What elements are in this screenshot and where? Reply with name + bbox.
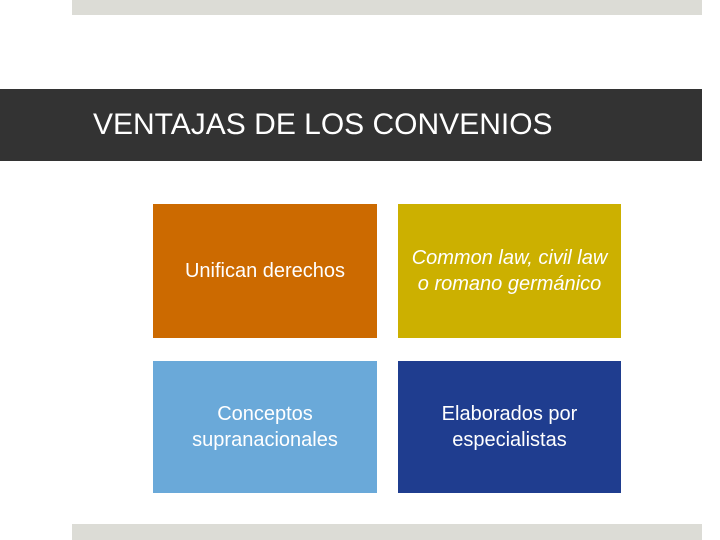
bottom-decor-bar — [72, 524, 702, 540]
tile-label: Conceptos supranacionales — [192, 403, 338, 451]
tile-conceptos-supranacionales — [153, 361, 377, 493]
tile-common-law — [398, 204, 621, 338]
top-decor-bar — [72, 0, 702, 15]
tile-label: Common law, civil law o romano germánico — [411, 247, 608, 295]
slide-title: VENTAJAS DE LOS CONVENIOS — [93, 108, 553, 141]
tile-label: Unifican derechos — [184, 260, 346, 282]
tile-elaborados-especialistas — [398, 361, 621, 493]
tile-label: Elaborados por especialistas — [441, 403, 578, 451]
tile-unifican-derechos — [153, 204, 377, 338]
